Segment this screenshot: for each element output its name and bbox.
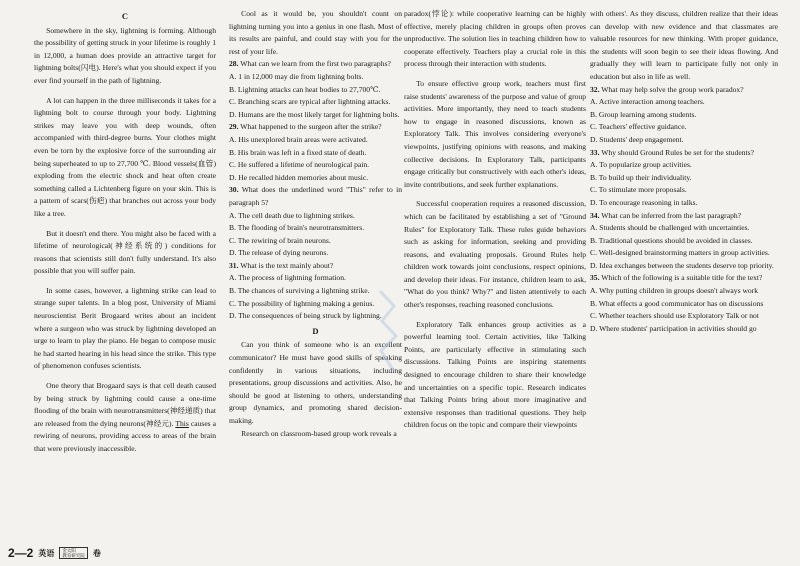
passage-d-para-5: Exploratory Talk enhances group activities as a powerful learning tool. Certain activities, like Talking Points, are particularly effective in stimulating such discussions. Talking Points are inspiring statements designed to encourage children to share their knowledge and uncertainties on a specific topic. Research indicates that Talking Points bring about more imaginative and extensive responses than traditional questions. They help children focus on the topic and compare their viewpoints [404, 319, 586, 430]
option-32-a[interactable]: A. Active interaction among teachers. [590, 97, 705, 107]
option-33-a[interactable]: A. To popularize group activities. [590, 160, 692, 170]
question-number: 33. [590, 147, 600, 157]
question-30 [229, 184, 402, 209]
option-32-c[interactable]: C. Teachers' effective guidance. [590, 122, 687, 132]
option-35-b[interactable]: B. What effects a good communicator has on discussions [590, 298, 764, 308]
option-30-b[interactable]: B. The flooding of brain's neurotransmitters. [229, 223, 365, 233]
passage-d-para-5-cont: with others'. As they discuss, children realize that their ideas can develop with new evidence and that classmates are valuable resources for new thinking. With proper guidance, the students will soon begin to see their ideas flowing. And gradually they will learn to participate fully not only in education but also in life as well. [590, 9, 778, 81]
option-32-d[interactable]: D. Students' deep engagement. [590, 134, 684, 144]
passage-c-para-1: Somewhere in the sky, lightning is forming. Although the possibility of getting struck in your lifetime is roughly 1 in 12,000, a human does provide an attractive target for lightning bolts(闪电). Here's what you should expect if you ever find yourself in the path of lightning. [34, 25, 216, 85]
option-31-d[interactable]: D. The consequences of being struck by lightning. [229, 311, 382, 321]
option-35-d[interactable]: D. Where students' participation in activities should go [590, 323, 757, 333]
question-32 [590, 84, 778, 97]
question-text: What is the text mainly about? [240, 260, 334, 270]
passage-c-para-5-rest: causes a rewiring of neurons, providing access to areas of the brain that were previously inaccessible. [34, 418, 216, 453]
option-31-c[interactable]: C. The possibility of lightning making a genius. [229, 298, 375, 308]
section-d-title: D [312, 325, 319, 336]
option-33-c[interactable]: C. To stimulate more proposals. [590, 185, 687, 195]
option-29-a[interactable]: A. His unexplored brain areas were activated. [229, 134, 368, 144]
option-33-d[interactable]: D. To encourage reasoning in talks. [590, 197, 698, 207]
question-number: 35. [590, 273, 600, 283]
question-29 [229, 121, 402, 134]
column-3 [404, 8, 586, 432]
option-28-a[interactable]: A. 1 in 12,000 may die from lightning bolts. [229, 71, 364, 81]
column-4 [590, 8, 778, 335]
section-c-title: C [121, 11, 129, 21]
passage-c-para-6: Cool as it would be, you shouldn't count on lightning turning you into a genius in one flash. Most of its results are painful, and could stay with you for the rest of your life. [229, 9, 402, 56]
underlined-word-this: This [175, 418, 189, 428]
option-34-c[interactable]: C. Well-designed brainstorming matters in group activities. [590, 248, 770, 258]
question-text: What can we learn from the first two paragraphs? [240, 59, 391, 69]
option-29-b[interactable]: B. His brain was left in a fixed state of death. [229, 147, 367, 157]
logo-line-2: 教育 [62, 553, 72, 558]
question-text: What can be inferred from the last paragraph? [601, 210, 742, 220]
question-31 [229, 260, 402, 273]
question-33 [590, 147, 778, 160]
option-28-d[interactable]: D. Humans are the most likely target for lightning bolts. [229, 109, 400, 119]
question-text: What does the underlined word "This" refer to in paragraph 5? [229, 185, 403, 207]
passage-d-para-3: To ensure effective group work, teachers must first raise students' awareness of the purpose and value of group activities. More importantly, they need to teach students how to engage in reasoned discussions, known as Exploratory Talk. This involves considering everyone's viewpoints, justifying opinions with reasons, and making collective decisions. In Exploratory Talk, participants engage critically but constructively with each other's ideas, invite contributions, and seek further explanations. [404, 78, 586, 189]
question-number: 30. [229, 185, 239, 195]
question-34 [590, 210, 778, 223]
question-number: 31. [229, 260, 239, 270]
option-28-c[interactable]: C. Branching scars are typical after lightning attacks. [229, 97, 391, 107]
option-34-d[interactable]: D. Idea exchanges between the students deserve top priority. [590, 260, 774, 270]
passage-d-para-1: Can you think of someone who is an excellent communicator? He must have good skills of speaking confidently in various situations, including presentations, group discussions and activities. Also, he should be good at listening to others, understanding group dynamics, and promoting shared decision-making. [229, 340, 402, 425]
option-35-c[interactable]: C. Whether teachers should use Exploratory Talk or not [590, 311, 759, 321]
option-35-a[interactable]: A. Why putting children in groups doesn't always work [590, 286, 759, 296]
passage-c-para-5-text: One theory that Brogaard says is that cell death caused by being struck by lightning could cause a one-time flooding of the brain with neurotransmitters(神经递质) that are released from the dying neurons(神经元). [34, 381, 216, 428]
option-28-b[interactable]: B. Lightning attacks can heat bodies to 27,700℃. [229, 84, 381, 94]
option-34-a[interactable]: A. Students should be challenged with uncertainties. [590, 223, 750, 233]
passage-d-para-2-start: Research on classroom-based group work reveals a [241, 428, 397, 438]
option-30-c[interactable]: C. The rewiring of brain neurons. [229, 235, 331, 245]
passage-c-para-2: A lot can happen in the three milliseconds it takes for a lightning bolt to course through your body. Lightning strikes may leave you with deep wounds, often accompanied with third-degree burns. Your clothes might even be torn by the explosive force of the surrounding air being superheated to up to 27,700 ℃. Blood vessels(血管) exploding from the electric shock and heat often create something called a Lichtenberg figure on your skin. This is a pattern of scars(伤疤) that branches out across your body like a tree. [34, 95, 216, 218]
option-29-d[interactable]: D. He recalled hidden memories about music. [229, 172, 369, 182]
question-28 [229, 58, 402, 71]
question-number: 32. [590, 84, 600, 94]
passage-d-para-4: Successful cooperation requires a reasoned discussion, which can be facilitated by establishing a set of "Ground Rules" for Exploratory Talk. These rules guide behaviors such as asking for information, seeking and providing reasons, and evaluating proposals. Ground Rules help children work towards joint conclusions, respect opinions, and develop their ideas. For instance, children learn to ask, "What do you think? Why?" and listen attentively to each other's responses, reaching reasoned conclusions. [404, 199, 586, 310]
publisher-logo [59, 547, 88, 559]
question-text: What may help solve the group work paradox? [601, 84, 744, 94]
page-number: 2—2 [8, 546, 34, 560]
passage-c-para-5 [34, 380, 216, 456]
question-number: 34. [590, 210, 600, 220]
question-text: Which of the following is a suitable title for the text? [601, 273, 763, 283]
logo-line-1: 金太阳 [62, 548, 76, 553]
passage-c-para-3: But it doesn't end there. You might also be faced with a lifetime of neurological(神经系统的) conditions for reasons that scientists still don't fully understand. It's also possible that you will suffer pain. [34, 228, 216, 276]
option-33-b[interactable]: B. To build up their individuality. [590, 172, 692, 182]
option-32-b[interactable]: B. Group learning among students. [590, 109, 697, 119]
column-1 [34, 8, 216, 456]
option-30-d[interactable]: D. The release of dying neurons. [229, 248, 329, 258]
page-footer [8, 546, 101, 560]
paper-mark: 卷 [92, 548, 101, 558]
watermark-icon [372, 286, 402, 376]
passage-d-para-2-cont: paradox(悖论): while cooperative learning can be highly effective, merely placing children in groups often proves unproductive. The solution lies in teaching children how to cooperate effectively. Teachers play a crucial role in this process through their interaction with students. [404, 9, 586, 69]
option-34-b[interactable]: B. Traditional questions should be avoided in classes. [590, 235, 753, 245]
question-text: What happened to the surgeon after the strike? [240, 122, 382, 132]
option-31-a[interactable]: A. The process of lightning formation. [229, 273, 346, 283]
passage-c-para-4: In some cases, however, a lightning strike can lead to strange super talents. In a blog post, University of Miami neuroscientist Berit Brogaard writes about an incident where a surgeon who was struck by lightning developed an urge to learn to play the piano. He began to compose music he had started hearing in his head since the strike. This type of phenomenon confuses scientists. [34, 285, 216, 371]
question-number: 29. [229, 122, 239, 132]
option-29-c[interactable]: C. He suffered a lifetime of neurological pain. [229, 160, 370, 170]
logo-line-3: 研究院 [71, 553, 85, 558]
option-30-a[interactable]: A. The cell death due to lightning strikes. [229, 210, 355, 220]
option-31-b[interactable]: B. The chances of surviving a lightning strike. [229, 286, 370, 296]
question-number: 28. [229, 59, 239, 69]
subject-label: 英语 [38, 548, 55, 558]
question-text: Why should Ground Rules be set for the students? [601, 147, 754, 157]
question-35 [590, 272, 778, 285]
